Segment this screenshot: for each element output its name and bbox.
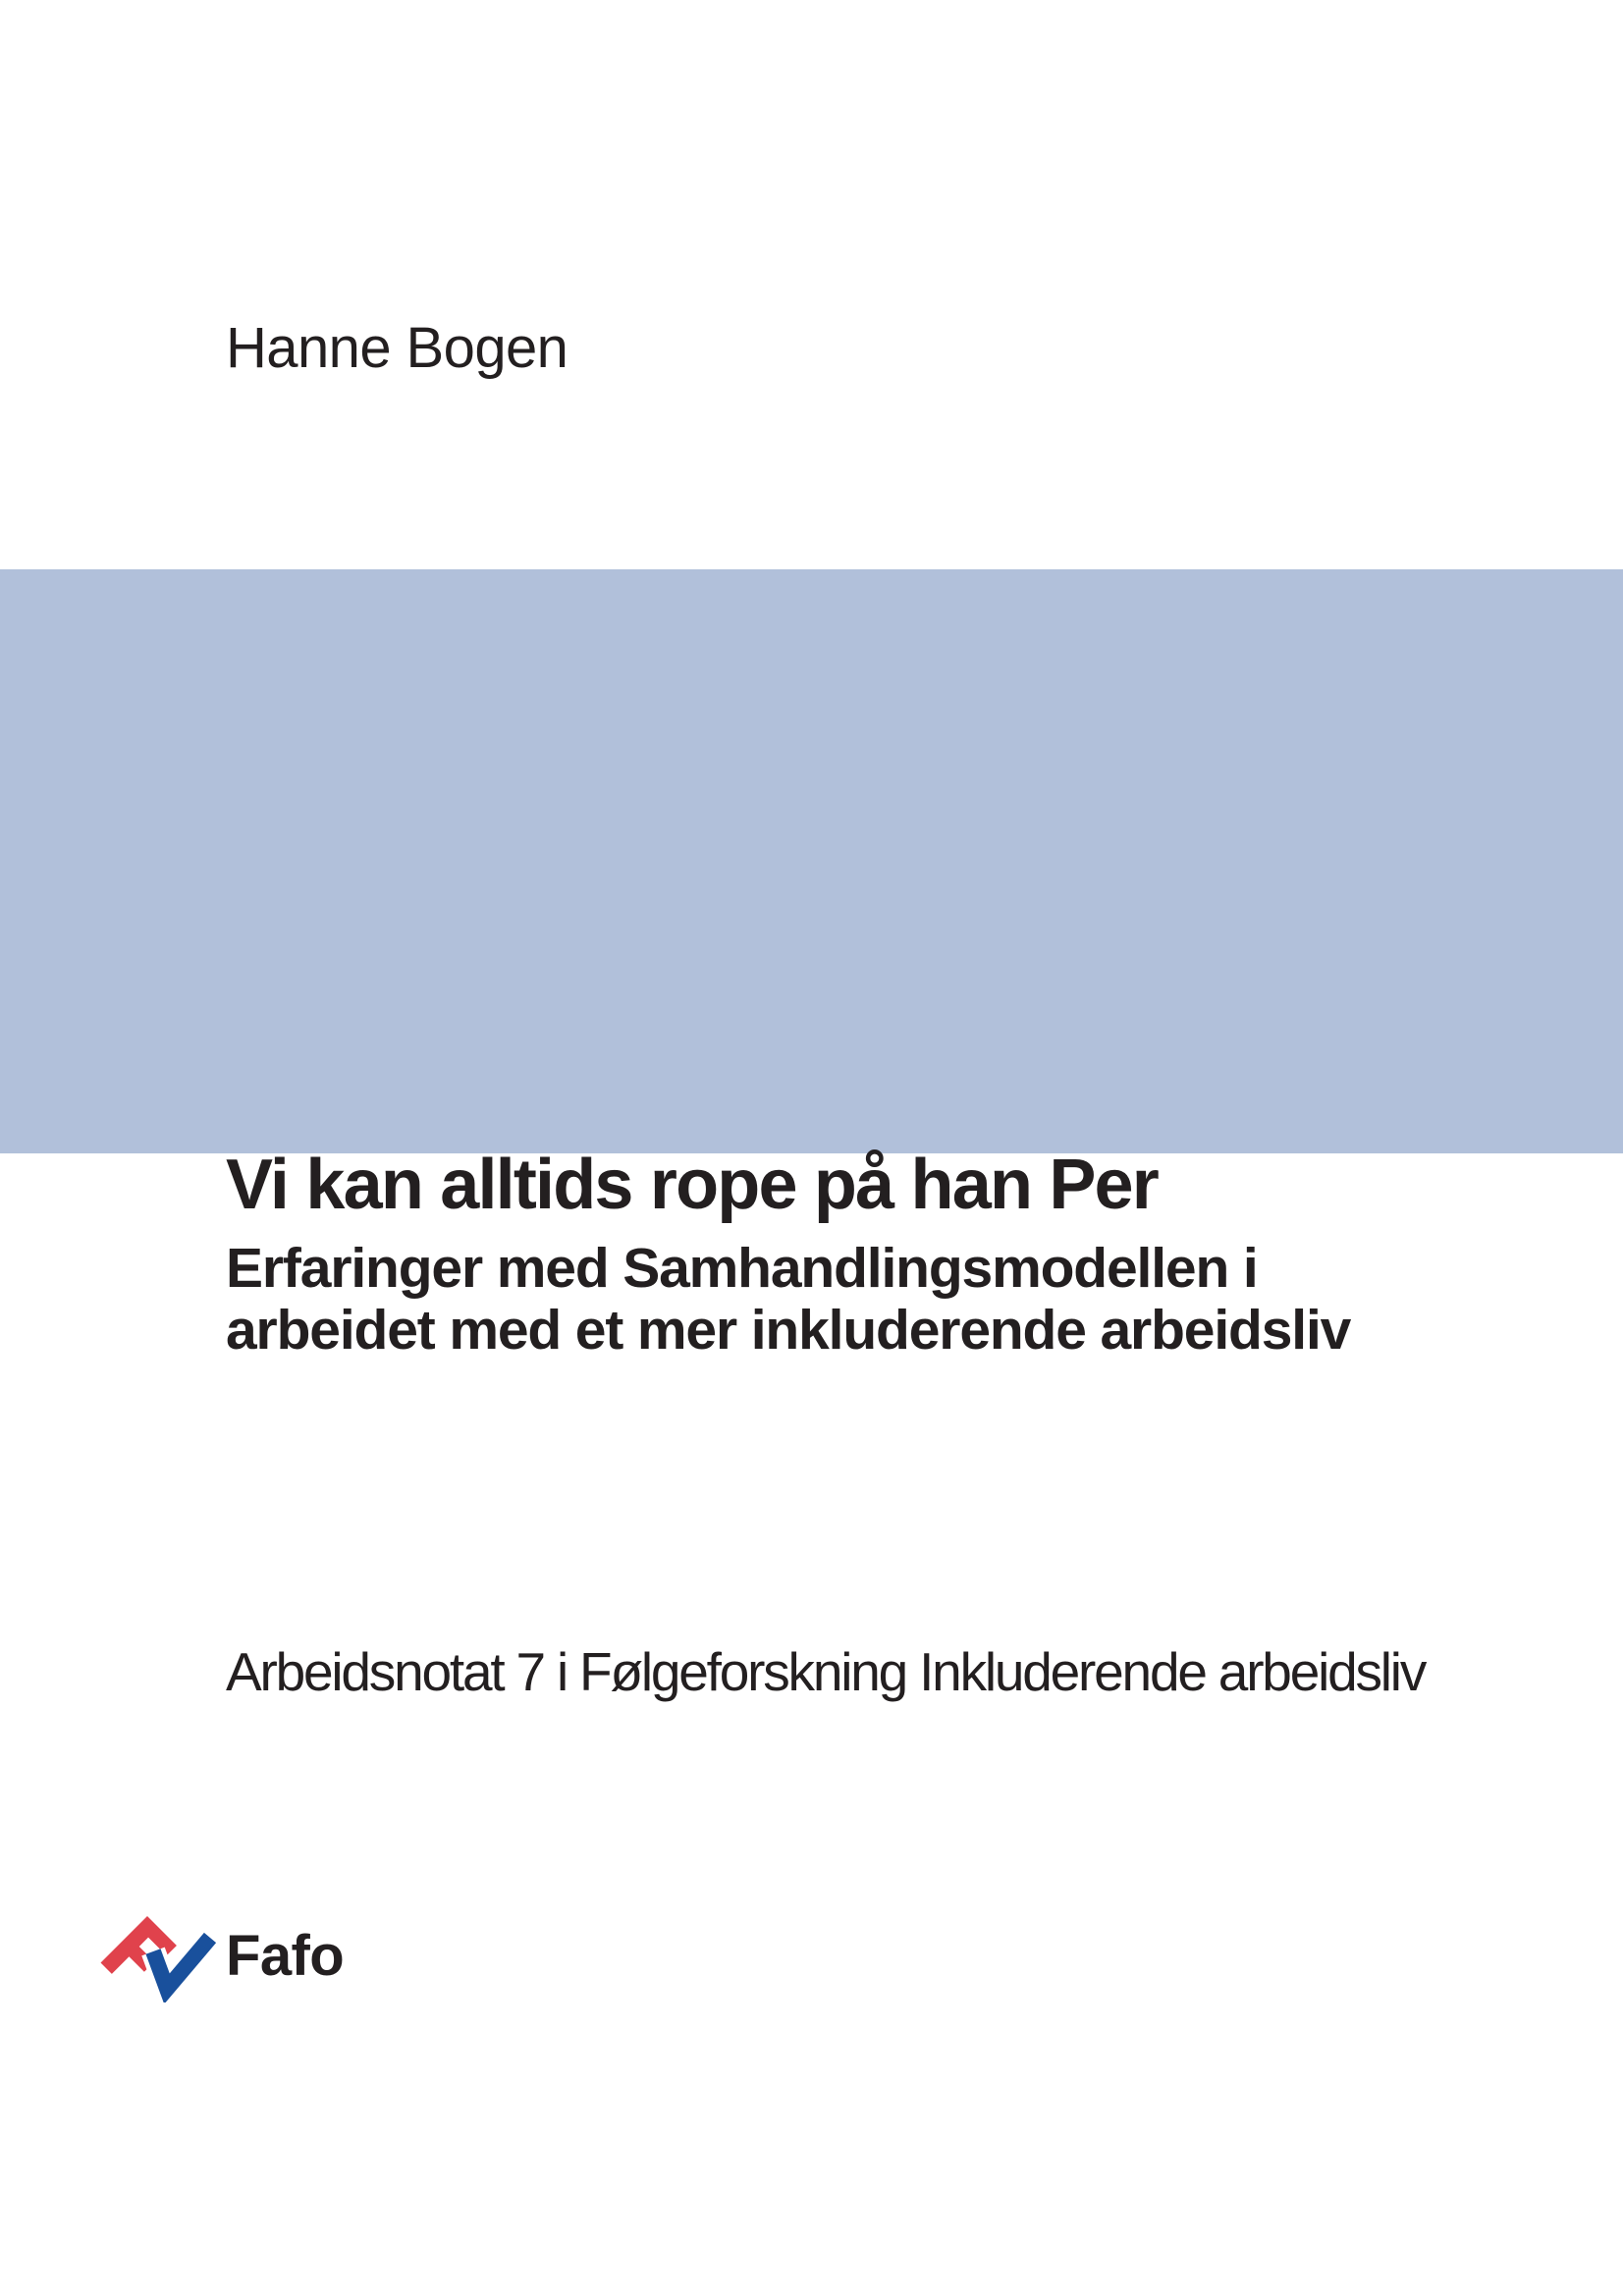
series-note: Arbeidsnotat 7 i Følgeforskning Inkluderende arbeidsliv xyxy=(226,1641,1426,1702)
subtitle-line-1: Erfaringer med Samhandlingsmodellen i xyxy=(226,1237,1258,1300)
title-banner xyxy=(0,569,1623,1702)
author-name: Hanne Bogen xyxy=(226,316,568,380)
fafo-logo-text: Fafo xyxy=(226,1924,345,1988)
subtitle-line-2: arbeidet med et mer inkluderende arbeidsliv xyxy=(226,1299,1351,1362)
report-title: Vi kan alltids rope på han Per xyxy=(226,1146,1159,1224)
report-subtitle xyxy=(226,1238,1350,1362)
fafo-logo-icon xyxy=(94,1912,220,2002)
